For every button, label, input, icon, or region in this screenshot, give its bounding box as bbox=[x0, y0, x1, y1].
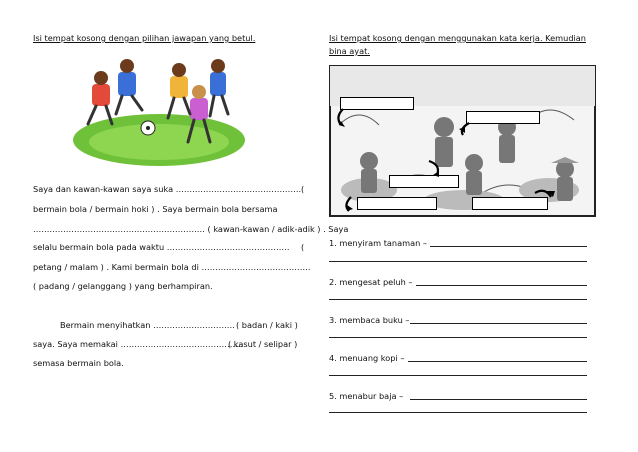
item-2-line-a[interactable] bbox=[416, 285, 587, 286]
item-3-line-a[interactable] bbox=[410, 323, 587, 324]
arrow-icons bbox=[329, 105, 596, 217]
item-1-line-a[interactable] bbox=[430, 246, 587, 247]
left-line-1-paren: ( bbox=[301, 184, 305, 194]
right-heading-line2: bina ayat. bbox=[329, 46, 370, 56]
left-line-7-choice: ( badan / kaki ) bbox=[236, 320, 298, 330]
left-line-9: semasa bermain bola. bbox=[33, 358, 124, 368]
left-line-2: bermain bola / bermain hoki ) . Saya bermain bola bersama bbox=[33, 204, 278, 214]
football-illustration bbox=[70, 52, 248, 170]
left-line-1: Saya dan kawan-kawan saya suka ………………………………………. bbox=[33, 184, 302, 194]
right-heading-line1: Isi tempat kosong dengan menggunakan kata kerja. Kemudian bbox=[329, 33, 586, 43]
left-line-7: Bermain menyihatkan ………………………… bbox=[60, 320, 235, 330]
item-1-line-b[interactable] bbox=[329, 261, 587, 262]
item-2-label: 2. mengesat peluh – bbox=[329, 277, 413, 287]
left-line-8-choice: ( kasut / selipar ) bbox=[228, 339, 298, 349]
left-heading: Isi tempat kosong dengan pilihan jawapan yang betul. bbox=[33, 33, 256, 43]
left-line-4-paren: ( bbox=[301, 242, 305, 252]
item-4-line-a[interactable] bbox=[408, 361, 587, 362]
left-line-3: ……………………………………………………… ( kawan-kawan / adik-adik ) . Saya bbox=[33, 224, 349, 234]
item-5-label: 5. menabur baja – bbox=[329, 391, 404, 401]
left-line-5: petang / malam ) . Kami bermain bola di …………………………………. bbox=[33, 262, 311, 272]
item-3-label: 3. membaca buku – bbox=[329, 315, 410, 325]
item-1-label: 1. menyiram tanaman – bbox=[329, 238, 428, 248]
item-5-line-a[interactable] bbox=[410, 399, 587, 400]
item-2-line-b[interactable] bbox=[329, 299, 587, 300]
left-line-8: saya. Saya memakai ……………………………………… bbox=[33, 339, 244, 349]
item-5-line-b[interactable] bbox=[329, 412, 587, 413]
left-line-4: selalu bermain bola pada waktu ……………………………………… bbox=[33, 242, 290, 252]
item-4-label: 4. menuang kopi – bbox=[329, 353, 405, 363]
left-line-6: ( padang / gelanggang ) yang berhampiran. bbox=[33, 281, 213, 291]
item-3-line-b[interactable] bbox=[329, 337, 587, 338]
item-4-line-b[interactable] bbox=[329, 375, 587, 376]
